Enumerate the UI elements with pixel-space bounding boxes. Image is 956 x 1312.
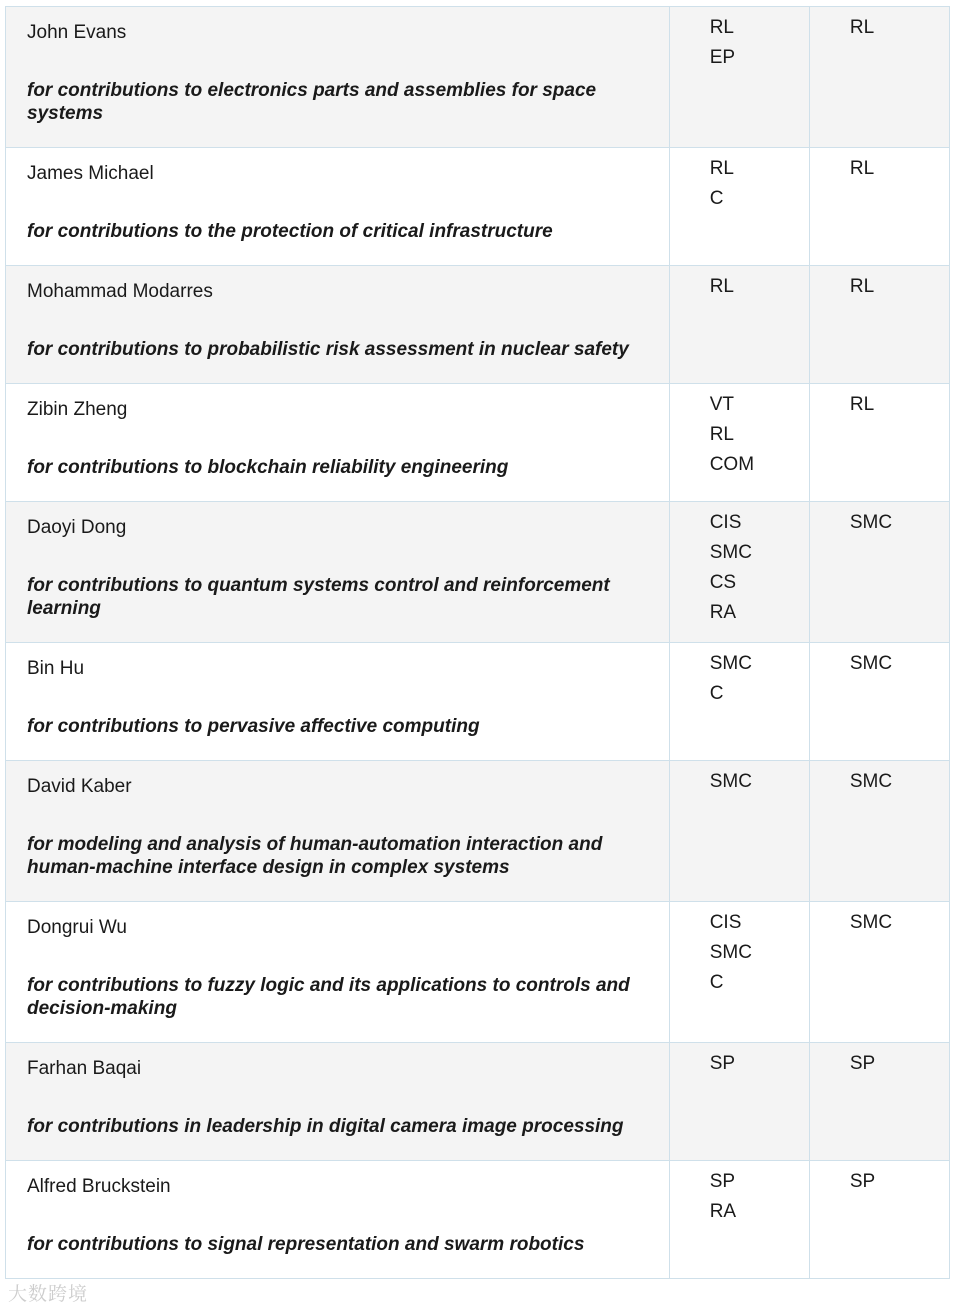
fellow-info [6, 266, 669, 383]
fellow-citation: for contributions to pervasive affective computing [27, 716, 480, 737]
primary-society-cell [809, 1161, 949, 1279]
primary-society-cell [809, 643, 949, 761]
fellow-citation: for contributions to blockchain reliability engineering [27, 457, 509, 478]
fellow-name: Dongrui Wu [27, 917, 127, 938]
fellow-info-cell [6, 7, 670, 148]
society-list [670, 1161, 809, 1235]
primary-society-code: RL [849, 158, 875, 179]
societies-cell [669, 502, 809, 643]
fellow-row [6, 902, 950, 1043]
fellow-citation: for modeling and analysis of human-automation interaction and human-machine interface design in complex systems [27, 834, 603, 878]
fellow-info [6, 1043, 669, 1160]
primary-society-code: RL [849, 394, 875, 415]
fellow-info [6, 761, 669, 901]
societies-cell [669, 902, 809, 1043]
fellow-citation: for contributions to quantum systems control and reinforcement learning [27, 575, 610, 619]
fellow-name: Alfred Bruckstein [27, 1176, 171, 1197]
society-code: CIS [709, 512, 742, 533]
primary-society-cell [809, 502, 949, 643]
primary-society-code: SMC [849, 653, 893, 674]
society-list [670, 1043, 809, 1087]
fellow-info-cell [6, 266, 670, 384]
fellow-info [6, 148, 669, 265]
society-code: C [709, 188, 724, 209]
primary-society-cell [809, 902, 949, 1043]
fellow-info-cell [6, 761, 670, 902]
society-code: SP [709, 1053, 736, 1074]
fellow-row [6, 1043, 950, 1161]
society-code: SMC [709, 942, 752, 963]
society-code: SMC [709, 653, 752, 674]
fellow-info-cell [6, 1043, 670, 1161]
society-list [670, 7, 809, 81]
society-list [670, 643, 809, 717]
fellow-info [6, 502, 669, 642]
fellow-info-cell [6, 384, 670, 502]
society-code: RL [709, 276, 734, 297]
society-list [670, 384, 809, 488]
societies-cell [669, 384, 809, 502]
society-code: COM [709, 454, 755, 475]
society-code: C [709, 972, 724, 993]
society-code: C [709, 683, 724, 704]
societies-cell [669, 761, 809, 902]
fellow-citation: for contributions to fuzzy logic and its applications to controls and decision-making [27, 975, 630, 1019]
societies-cell [669, 643, 809, 761]
primary-society-code: SMC [849, 771, 893, 792]
society-list [670, 266, 809, 310]
society-list [670, 148, 809, 222]
fellow-row [6, 384, 950, 502]
primary-society-cell [809, 266, 949, 384]
fellow-info [6, 384, 669, 501]
fellows-table [5, 6, 950, 1279]
fellow-row [6, 1161, 950, 1279]
society-code: EP [709, 47, 736, 68]
fellows-table-body [6, 7, 950, 1279]
fellow-name: John Evans [27, 22, 127, 43]
society-code: RL [709, 424, 734, 445]
primary-society-cell [809, 384, 949, 502]
primary-society-code: SMC [849, 512, 893, 533]
fellow-info-cell [6, 1161, 670, 1279]
society-code: CS [709, 572, 737, 593]
society-code: RL [709, 158, 734, 179]
fellow-citation: for contributions in leadership in digital camera image processing [27, 1116, 624, 1137]
primary-society-code: SMC [849, 912, 893, 933]
fellow-info-cell [6, 502, 670, 643]
fellow-name: Bin Hu [27, 658, 85, 679]
watermark-logo: 大数跨境 [8, 1283, 89, 1305]
fellow-row [6, 643, 950, 761]
fellow-citation: for contributions to electronics parts and assemblies for space systems [27, 80, 597, 124]
societies-cell [669, 7, 809, 148]
societies-cell [669, 1043, 809, 1161]
societies-cell [669, 1161, 809, 1279]
primary-society-code: SP [849, 1053, 876, 1074]
primary-society-code: RL [849, 17, 875, 38]
fellow-citation: for contributions to signal representation and swarm robotics [27, 1234, 585, 1255]
fellow-row [6, 7, 950, 148]
fellow-info-cell [6, 902, 670, 1043]
societies-cell [669, 266, 809, 384]
society-code: SMC [709, 771, 752, 792]
fellow-citation: for contributions to the protection of critical infrastructure [27, 221, 553, 242]
fellow-name: James Michael [27, 163, 154, 184]
fellow-info [6, 1161, 669, 1278]
society-list [670, 902, 809, 1006]
fellow-name: Zibin Zheng [27, 399, 128, 420]
fellow-name: Daoyi Dong [27, 517, 127, 538]
fellow-name: Farhan Baqai [27, 1058, 142, 1079]
society-code: SP [709, 1171, 736, 1192]
fellow-row [6, 761, 950, 902]
primary-society-cell [809, 1043, 949, 1161]
fellow-info-cell [6, 643, 670, 761]
society-code: CIS [709, 912, 742, 933]
society-list [670, 502, 809, 636]
society-code: VT [709, 394, 734, 415]
fellow-row [6, 502, 950, 643]
primary-society-cell [809, 148, 949, 266]
societies-cell [669, 148, 809, 266]
fellow-row [6, 266, 950, 384]
society-code: RA [709, 602, 737, 623]
society-list [670, 761, 809, 805]
fellow-info-cell [6, 148, 670, 266]
fellow-info [6, 902, 669, 1042]
fellow-name: David Kaber [27, 776, 132, 797]
society-code: SMC [709, 542, 752, 563]
primary-society-cell [809, 761, 949, 902]
fellow-info [6, 7, 669, 147]
society-code: RA [709, 1201, 737, 1222]
fellow-name: Mohammad Modarres [27, 281, 213, 302]
fellow-info [6, 643, 669, 760]
fellow-citation: for contributions to probabilistic risk assessment in nuclear safety [27, 339, 629, 360]
primary-society-cell [809, 7, 949, 148]
fellow-row [6, 148, 950, 266]
society-code: RL [709, 17, 734, 38]
primary-society-code: RL [849, 276, 875, 297]
primary-society-code: SP [849, 1171, 876, 1192]
